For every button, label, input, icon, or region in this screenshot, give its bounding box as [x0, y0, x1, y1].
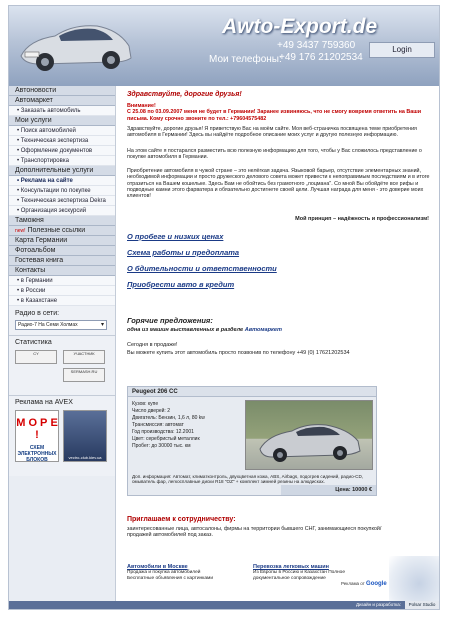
nav-extra-services[interactable]: Дополнительные услуги: [9, 166, 115, 176]
car-price: Цена: 10000 €: [281, 485, 376, 495]
phone-number-1: +49 3437 759360: [277, 40, 356, 51]
vectra-banner-url: vectro-club.kiev.ua: [68, 455, 102, 460]
google-ads-label[interactable]: [341, 581, 387, 587]
studio-link[interactable]: Polsar Studio: [405, 601, 439, 609]
nav-advertising[interactable]: [9, 176, 115, 186]
phones-label: Мои телефоны:: [209, 54, 282, 65]
corner-decoration: [389, 556, 439, 602]
more-banner[interactable]: [15, 410, 59, 462]
vectra-banner[interactable]: [63, 410, 107, 462]
nav-photo-album[interactable]: Фотоальбом: [9, 246, 115, 256]
link-mileage-prices[interactable]: О пробеге и низких ценах: [127, 232, 224, 241]
link-credit[interactable]: Приобрести авто в кредит: [127, 280, 235, 289]
counter-cy[interactable]: CY: [15, 350, 57, 364]
radio-label: Радио в сети:: [15, 310, 60, 317]
site-logo[interactable]: Awto-Export.de: [222, 15, 378, 38]
footer: [9, 601, 440, 609]
car-description: Доп. информация: Автомат, климатконтроль, двухцветная кожа, ABS, Airbags, подогрев сидений, радио-CD, омыватель фар, легкосплавные диски R18 "OZ" + комплект зимней резины на алюдисках.: [132, 474, 364, 485]
car-image: [15, 10, 135, 78]
adv-box: [9, 396, 115, 476]
spec-engine: Двигатель: Бензин, 1,6 л, 80 kw: [132, 415, 205, 421]
nav-germany-map[interactable]: Карта Германии: [9, 236, 115, 246]
spec-year: Год производства: 12.2001: [132, 429, 194, 435]
nav-news[interactable]: Автоновости: [9, 86, 115, 96]
nav-useful-links-label: Полезные ссылки: [27, 227, 86, 234]
cooperation-text: заинтересованные лица, автосалоны, фирмы на территории бывшего СНГ, занимающиеся покупкой/продажей автомобилей под заказ.: [127, 526, 382, 539]
intro-paragraph-2: На этом сайте я постарался разместить всю полезную информацию для того, чтобы у Вас сложилось представление о покупке автомобиля в Германии.: [127, 148, 422, 161]
car-photo[interactable]: [245, 400, 373, 470]
greeting-heading: Здравствуйте, дорогие друзья!: [127, 91, 242, 98]
login-button[interactable]: Login: [369, 42, 435, 58]
link-vigilance[interactable]: О бдительности и ответственности: [127, 264, 277, 273]
radio-select[interactable]: Радио-7 На Семи Холмах ▾: [15, 320, 107, 330]
hot-offers-subtitle: [127, 327, 282, 333]
google-ads-prefix: Реклама от: [341, 581, 365, 586]
spec-color: Цвет: серебристый металлик: [132, 436, 200, 442]
ad-transport[interactable]: [253, 564, 368, 581]
nav-dekra[interactable]: • Техническая экспертиза Dekra: [9, 196, 115, 206]
nav-tech-inspection[interactable]: • Техническая экспертиза: [9, 136, 115, 146]
google-logo: Google: [366, 581, 387, 587]
more-banner-title: М О Р Е !: [16, 417, 58, 441]
sidebar: [9, 86, 116, 610]
nav-order-car[interactable]: • Заказать автомобиль: [9, 106, 115, 116]
hot-offers-prefix: одна из машин выставленных в разделе: [127, 327, 244, 333]
counter-sermash[interactable]: SERMASH.RU: [63, 368, 105, 382]
warning-notice: Внимание! С 25.08 по 03.09.2007 меня не будет в Германии! Заранее извиняюсь, что не смогу вовремя ответить на Ваши письма. Кому срочно звоните по тел.: +79604575482: [127, 103, 422, 122]
ad-moscow[interactable]: [127, 564, 242, 581]
nav-contacts-germany[interactable]: • в Германии: [9, 276, 115, 286]
motto: Мой принцип – надёжность и профессионализм!: [295, 216, 429, 222]
nav-useful-links[interactable]: [9, 226, 115, 236]
nav-automarket[interactable]: Автомаркет: [9, 96, 115, 106]
spec-doors: Число дверей: 2: [132, 408, 170, 414]
stats-label: Статистика: [15, 339, 52, 346]
new-badge: new!: [15, 228, 26, 234]
adv-label: Реклама на AVEX: [15, 399, 73, 406]
nav-car-search[interactable]: • Поиск автомобилей: [9, 126, 115, 136]
more-banner-subtitle: СХЕМ ЭЛЕКТРОННЫХ БЛОКОВ: [17, 445, 57, 463]
nav-my-services[interactable]: Мои услуги: [9, 116, 115, 126]
car-specs: [132, 401, 242, 450]
phone-number-2: +49 176 21202534: [279, 52, 363, 63]
footer-design-label: Дизайн и разработка:: [355, 602, 401, 607]
car-offer-title: Peugeot 206 CC: [128, 387, 376, 397]
ad-moscow-line-1: Продажа и покупка автомобилей: [127, 570, 201, 575]
spec-transmission: Трансмиссия: автомат: [132, 422, 184, 428]
automarket-link[interactable]: Автомаркет: [244, 327, 282, 333]
nav-documents[interactable]: • Оформление документов: [9, 146, 115, 156]
radio-box: [9, 306, 115, 336]
header: [9, 6, 440, 86]
ad-transport-title[interactable]: Перевозка легковых машин: [253, 564, 329, 570]
cooperation-heading: Приглашаем к сотрудничеству:: [127, 516, 236, 523]
hot-offers-heading: Горячие предложения:: [127, 316, 213, 325]
today-on-sale: Сегодня в продаже!: [127, 342, 178, 348]
nav-contacts-russia[interactable]: • в России: [9, 286, 115, 296]
ad-transport-line-2: документальное сопровождение: [253, 575, 326, 581]
nav-transport[interactable]: • Транспортировка: [9, 156, 115, 166]
ad-moscow-line-2: Бесплатные объявления с картинками: [127, 575, 214, 581]
nav-guestbook[interactable]: Гостевая книга: [9, 256, 115, 266]
nav-customs[interactable]: Таможня: [9, 216, 115, 226]
page-frame: [8, 5, 440, 610]
nav-advertising-label: • Реклама на сайте: [17, 178, 73, 184]
main-content: [121, 86, 439, 610]
nav-consulting[interactable]: • Консультации по покупке: [9, 186, 115, 196]
intro-paragraph-1: Здравствуйте, дорогие друзья! Я приветствую Вас на моём сайте. Моя веб-страничка посвящена теме приобретения автомобиля в Германии! Здесь вы найдёте подробное описание моих услуг и другую полезную информацию.: [127, 126, 417, 139]
ad-transport-line-1: Из Европы в Россию и Казахстан Полное: [253, 570, 346, 575]
spec-mileage: Пробег: до 30000 тыс. км: [132, 443, 191, 449]
ad-moscow-title[interactable]: Автомобили в Москве: [127, 564, 188, 570]
nav-contacts[interactable]: Контакты: [9, 266, 115, 276]
today-call: Вы можете купить этот автомобиль просто позвонив по телефону +49 (0) 17621202534: [127, 350, 350, 356]
nav-contacts-kazakhstan[interactable]: • в Казахстане: [9, 296, 115, 306]
nav-excursions[interactable]: • Организация экскурсий: [9, 206, 115, 216]
counter-participant[interactable]: УЧАСТНИК: [63, 350, 105, 364]
stats-box: [9, 336, 115, 396]
spec-body: Кузов: купе: [132, 401, 159, 407]
intro-paragraph-3: Приобретение автомобиля в чужой стране – это нелёгкая задача. Языковой барьер, отсутствие элементарных знаний, необходимой информации и просто дружеского делового совета может привести к непоправимым последствиям и в итоге отразиться на Вашем кошельке. Здесь Вам не обойтись без грамотного „лоцмана". Со мной Вы обойдёте все рифы и подводные камни этого фарватера и обязательно достигнете своей цели. Лучшая награда для меня - это доверие моих клиентов!: [127, 168, 430, 200]
car-offer-card[interactable]: [127, 386, 377, 496]
link-work-scheme[interactable]: Схема работы и предоплата: [127, 248, 240, 257]
car-photo-drawing: [246, 401, 373, 470]
